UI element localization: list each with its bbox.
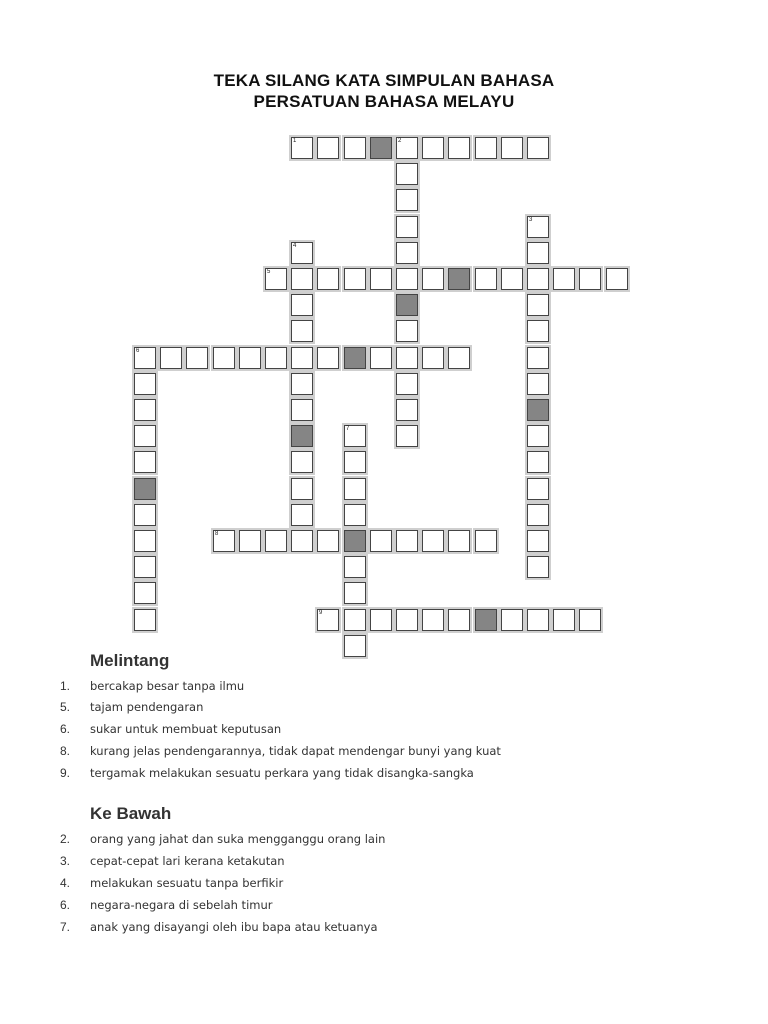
across-clue [0,766,768,786]
crossword-cell[interactable] [422,530,444,552]
crossword-cell[interactable] [291,373,313,395]
crossword-cell[interactable] [344,137,366,159]
crossword-cell[interactable] [134,609,156,631]
crossword-cell[interactable] [396,137,418,159]
crossword-cell[interactable] [396,373,418,395]
crossword-cell-shaded [370,137,392,159]
crossword-cell[interactable] [265,530,287,552]
clue-number-label: 7 [346,426,350,432]
crossword-cell[interactable] [291,268,313,290]
crossword-cell[interactable] [317,609,339,631]
clue-text: orang yang jahat dan suka mengganggu orang lain [90,832,386,846]
crossword-cell[interactable] [317,530,339,552]
clue-number: 3. [60,854,71,868]
crossword-cell[interactable] [160,347,182,369]
crossword-cell[interactable] [501,137,523,159]
crossword-cell[interactable] [344,478,366,500]
crossword-cell[interactable] [344,635,366,657]
crossword-cell[interactable] [134,373,156,395]
crossword-cell[interactable] [239,530,261,552]
crossword-cell[interactable] [475,530,497,552]
across-clue [0,679,768,699]
clue-number-label: 2 [398,138,402,144]
crossword-cell[interactable] [291,294,313,316]
page-title: TEKA SILANG KATA SIMPULAN BAHASA [213,71,555,90]
crossword-cell[interactable] [448,609,470,631]
crossword-cell-shaded [448,268,470,290]
clue-text: tergamak melakukan sesuatu perkara yang tidak disangka-sangka [90,766,474,780]
clue-number: 5. [60,700,71,714]
crossword-cell[interactable] [344,609,366,631]
crossword-cell[interactable] [553,268,575,290]
crossword-cell[interactable] [527,347,549,369]
crossword-cell[interactable] [527,530,549,552]
clue-text: melakukan sesuatu tanpa berfikir [90,876,284,890]
crossword-cell[interactable] [527,556,549,578]
crossword-cell[interactable] [344,504,366,526]
crossword-cell[interactable] [527,425,549,447]
crossword-cell[interactable] [396,320,418,342]
clue-number-label: 9 [319,610,323,616]
crossword-cell[interactable] [134,451,156,473]
crossword-cell[interactable] [606,268,628,290]
crossword-cell[interactable] [370,530,392,552]
crossword-cell[interactable] [422,137,444,159]
crossword-cell[interactable] [527,294,549,316]
crossword-cell[interactable] [527,137,549,159]
clue-text: bercakap besar tanpa ilmu [90,679,245,693]
crossword-cell[interactable] [475,268,497,290]
down-clue [0,854,768,874]
clue-text: negara-negara di sebelah timur [90,898,273,912]
clue-number-label: 3 [529,217,533,223]
crossword-cell[interactable] [448,347,470,369]
crossword-cell[interactable] [291,399,313,421]
crossword-cell[interactable] [291,137,313,159]
crossword-cell[interactable] [527,609,549,631]
clue-number: 4. [60,876,71,890]
crossword-cell[interactable] [344,451,366,473]
down-heading: Ke Bawah [90,804,172,823]
crossword-cell[interactable] [448,530,470,552]
clue-number-label: 8 [215,531,219,537]
crossword-cell[interactable] [134,504,156,526]
crossword-cell[interactable] [317,137,339,159]
crossword-cell-shaded [527,399,549,421]
crossword-cell[interactable] [134,425,156,447]
crossword-cell[interactable] [370,609,392,631]
crossword-cell[interactable] [291,478,313,500]
crossword-cell[interactable] [501,609,523,631]
crossword-cell[interactable] [527,268,549,290]
crossword-cell[interactable] [396,425,418,447]
crossword-cell[interactable] [396,242,418,264]
crossword-cell[interactable] [134,582,156,604]
crossword-cell[interactable] [186,347,208,369]
crossword-cell[interactable] [291,451,313,473]
clue-number: 6. [60,898,71,912]
crossword-cell[interactable] [344,582,366,604]
crossword-cell-shaded [291,425,313,447]
crossword-cell-shaded [134,478,156,500]
across-clue [0,700,768,720]
clue-text: anak yang disayangi oleh ibu bapa atau ketuanya [90,920,378,934]
crossword-cell[interactable] [396,530,418,552]
crossword-cell[interactable] [422,268,444,290]
crossword-cell[interactable] [265,268,287,290]
crossword-cell[interactable] [134,530,156,552]
crossword-cell[interactable] [370,347,392,369]
crossword-cell[interactable] [396,189,418,211]
crossword-cell[interactable] [579,268,601,290]
crossword-cell[interactable] [527,320,549,342]
crossword-cell[interactable] [265,347,287,369]
crossword-cell[interactable] [553,609,575,631]
crossword-cell[interactable] [213,530,235,552]
crossword-cell[interactable] [527,504,549,526]
crossword-cell[interactable] [527,451,549,473]
clue-number-label: 1 [293,138,297,144]
clue-number: 1. [60,679,71,693]
crossword-cell[interactable] [344,425,366,447]
clue-number: 2. [60,832,71,846]
clue-number-label: 4 [293,243,297,249]
clue-number: 7. [60,920,71,934]
crossword-cell[interactable] [527,216,549,238]
crossword-cell[interactable] [396,609,418,631]
clue-text: tajam pendengaran [90,700,204,714]
crossword-cell[interactable] [501,268,523,290]
crossword-cell[interactable] [134,556,156,578]
crossword-cell[interactable] [527,242,549,264]
down-clue [0,876,768,896]
crossword-cell[interactable] [291,530,313,552]
crossword-cell[interactable] [396,268,418,290]
crossword-cell[interactable] [475,137,497,159]
crossword-cell-shaded [344,347,366,369]
crossword-cell[interactable] [344,556,366,578]
across-clue [0,722,768,742]
crossword-cell[interactable] [291,242,313,264]
crossword-cell[interactable] [422,347,444,369]
crossword-cell-shaded [396,294,418,316]
down-clue [0,920,768,940]
crossword-cell-shaded [475,609,497,631]
crossword-cell[interactable] [527,373,549,395]
crossword-cell[interactable] [291,347,313,369]
crossword-cell[interactable] [213,347,235,369]
crossword-cell-shaded [344,530,366,552]
page-subtitle: PERSATUAN BAHASA MELAYU [253,92,515,111]
crossword-cell[interactable] [344,268,366,290]
crossword-cell[interactable] [396,347,418,369]
crossword-cell[interactable] [579,609,601,631]
crossword-cell[interactable] [317,347,339,369]
clue-number: 9. [60,766,71,780]
clue-text: kurang jelas pendengarannya, tidak dapat mendengar bunyi yang kuat [90,744,501,758]
clue-text: cepat-cepat lari kerana ketakutan [90,854,285,868]
clue-text: sukar untuk membuat keputusan [90,722,282,736]
crossword-cell[interactable] [370,268,392,290]
crossword-cell[interactable] [422,609,444,631]
crossword-cell[interactable] [527,478,549,500]
crossword-cell[interactable] [291,504,313,526]
crossword-cell[interactable] [317,268,339,290]
crossword-cell[interactable] [396,399,418,421]
crossword-cell[interactable] [134,399,156,421]
down-clue [0,832,768,852]
clue-number: 6. [60,722,71,736]
across-heading: Melintang [90,651,170,670]
crossword-cell[interactable] [396,163,418,185]
across-clue [0,744,768,764]
crossword-cell[interactable] [134,347,156,369]
crossword-cell[interactable] [291,320,313,342]
clue-number-label: 6 [136,348,140,354]
down-clue [0,898,768,918]
crossword-cell[interactable] [448,137,470,159]
clue-number: 8. [60,744,71,758]
crossword-cell[interactable] [396,216,418,238]
crossword-cell[interactable] [239,347,261,369]
clue-number-label: 5 [267,269,271,275]
